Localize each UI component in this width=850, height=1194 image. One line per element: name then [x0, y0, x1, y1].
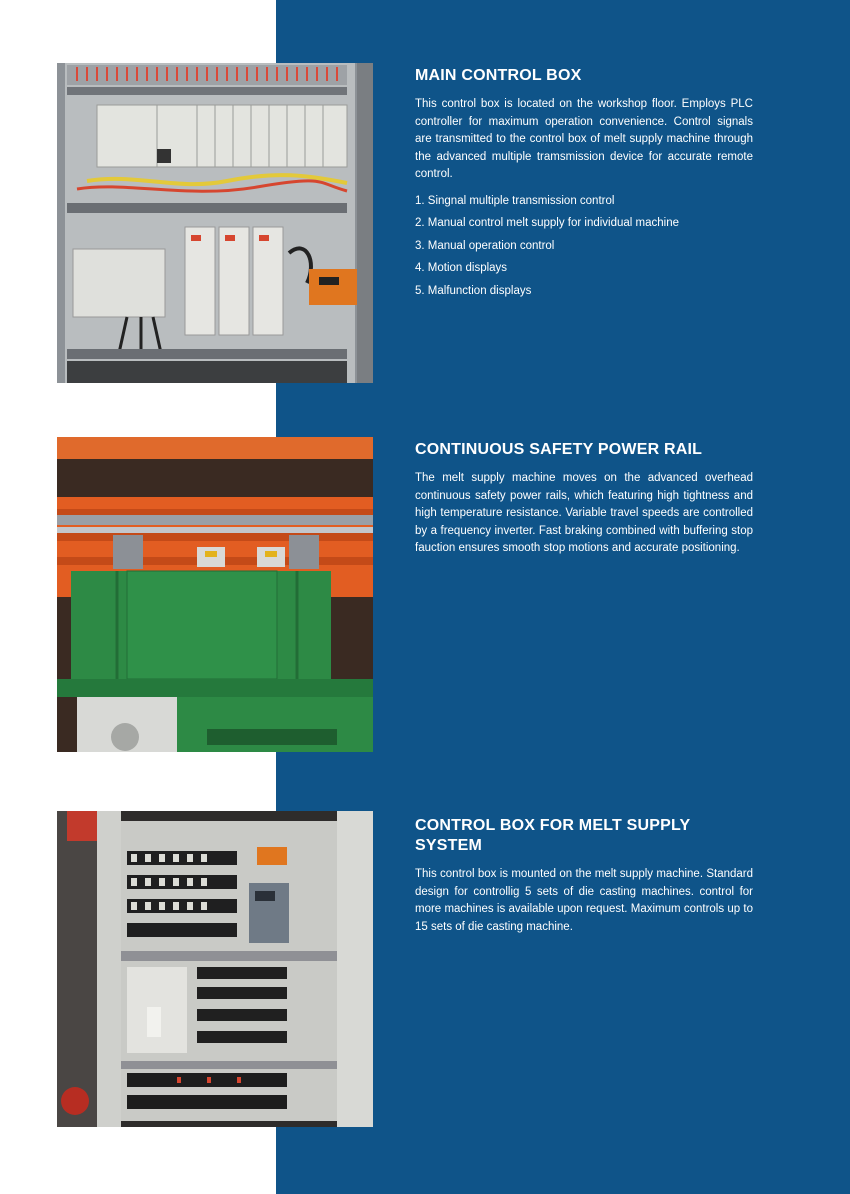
power-rail-section — [415, 440, 753, 558]
main-control-box-photo — [57, 63, 373, 383]
list-item: 4. Motion displays — [415, 262, 508, 274]
section-title-line-1: CONTROL BOX FOR MELT SUPPLY — [415, 817, 691, 834]
section-title — [415, 816, 753, 856]
melt-supply-control-box-section — [415, 816, 753, 936]
section-body: This control box is mounted on the melt supply machine. Standard design for controllig 5 sets of die casting machines. control for more machines is available upon request. Maximum controls up to 15 sets of die casting machine. — [415, 868, 753, 933]
list-item: 1. Singnal multiple transmission control — [415, 194, 615, 207]
feature-list — [415, 190, 753, 303]
section-body: This control box is located on the workshop floor. Employs PLC controller for maximum operation convenience. Control signals are transmitted to the control box of melt supply machine through the advanced multiple tramsmission device for accurate remote control. — [415, 98, 753, 180]
power-rail-photo — [57, 437, 373, 752]
melt-supply-control-box-photo — [57, 811, 373, 1127]
section-title: MAIN CONTROL BOX — [415, 67, 582, 84]
list-item: 2. Manual control melt supply for individual machine — [415, 217, 679, 229]
list-item: 3. Manual operation control — [415, 239, 555, 252]
list-item: 5. Malfunction displays — [415, 284, 532, 297]
section-title-line-2: SYSTEM — [415, 837, 482, 854]
section-title: CONTINUOUS SAFETY POWER RAIL — [415, 441, 703, 458]
section-body: The melt supply machine moves on the advanced overhead continuous safety power rails, which featuring high tightness and high temperature resistance. Variable travel speeds are controlled by a frequency inverter. Fast braking combined with buffering stop fauction ensures smooth stop motions and accurate positioning. — [415, 472, 753, 554]
main-control-box-section — [415, 66, 753, 302]
